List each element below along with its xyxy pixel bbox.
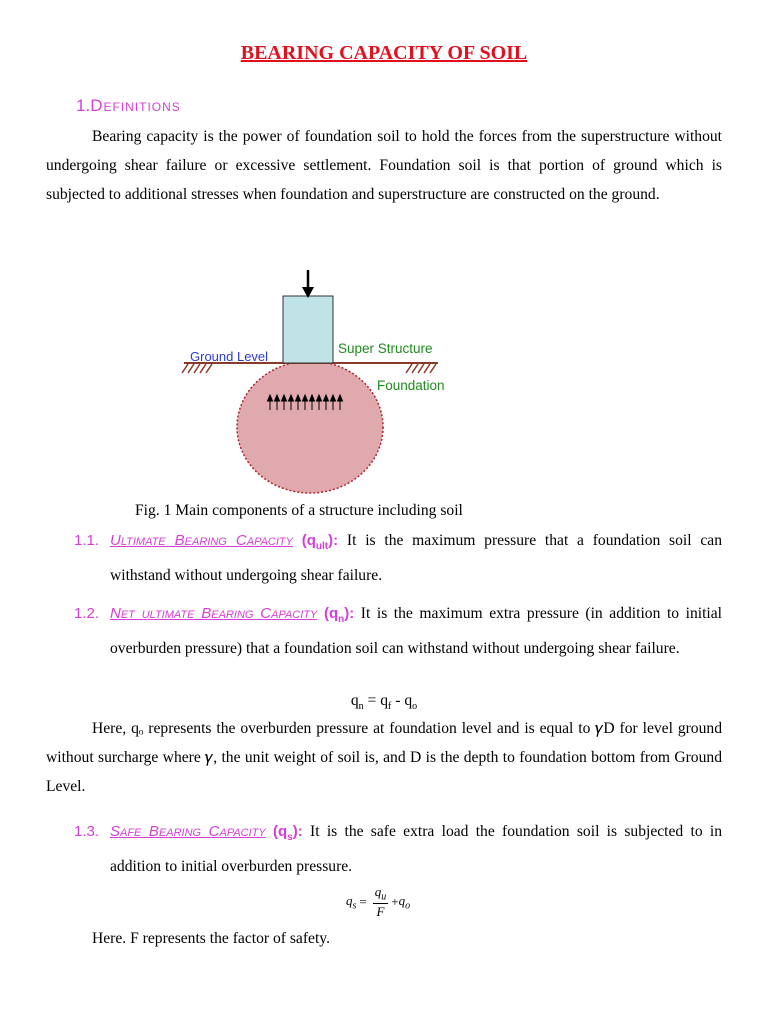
foundation-label: Foundation <box>377 378 445 393</box>
safety-factor-paragraph: Here. F represents the factor of safety. <box>92 930 330 947</box>
item-symbol: $(q_{ult})$ <box>301 532 334 552</box>
item-number: 1.2. <box>74 605 100 622</box>
section-title: Definitions <box>90 96 181 115</box>
overburden-paragraph: Here, qₒ represents the overburden pressure at foundation level and is equal to 𝛾D for level ground without surcharge where 𝛾, the unit weight of soil is, and D is the depth to foundation bottom from Ground Level. <box>46 720 722 795</box>
ground-level-label: Ground Level <box>190 349 269 364</box>
item-symbol: $(q_n)$ <box>323 605 350 625</box>
item-number: 1.3. <box>74 823 100 840</box>
item-term: Safe Bearing Capacity <box>110 823 266 840</box>
page-title: BEARING CAPACITY OF SOIL <box>240 42 528 64</box>
pressure-bulb <box>237 361 383 493</box>
net-capacity-formula: $q_n = q_f - q_o$ <box>350 692 418 713</box>
definition-item-1-2: 1.2. Net ultimate Bearing Capacity $(q_n)$: It is the maximum extra pressure (in addition to initial overburden pressure) that a foundation soil can withstand without undergoing shear failure. <box>74 599 722 663</box>
item-text: It is the maximum extra pressure (in addition to initial overburden pressure) that a foundation soil can withstand without undergoing shear failure. <box>110 605 722 657</box>
item-term: Ultimate Bearing Capacity <box>110 532 293 549</box>
load-arrow-icon <box>302 270 314 298</box>
definition-item-1-1: 1.1. Ultimate Bearing Capacity $(q_{ult})$: It is the maximum pressure that a foundation soil can withstand without undergoing shear failure. <box>74 526 722 590</box>
item-text: It is the maximum pressure that a foundation soil can withstand without undergoing shear failure. <box>110 532 722 584</box>
ground-hatch-right <box>406 364 436 373</box>
item-term: Net ultimate Bearing Capacity <box>110 605 318 622</box>
item-number: 1.1. <box>74 532 100 549</box>
figure-caption: Fig. 1 Main components of a structure including soil <box>135 502 463 519</box>
ground-hatch-left <box>182 364 212 373</box>
definition-paragraph: Bearing capacity is the power of foundation soil to hold the forces from the superstructure without undergoing shear failure or excessive settlement. Foundation soil is that portion of ground which is subjected to additional stresses when foundation and superstructure are constructed on the ground. <box>46 128 722 203</box>
section-heading <box>76 96 181 116</box>
formula-fraction: $\frac{q_u}{F}$ <box>374 884 387 919</box>
item-text: It is the safe extra load the foundation soil is subjected to in addition to initial overburden pressure. <box>110 823 723 875</box>
super-structure-label: Super Structure <box>338 341 433 356</box>
safe-capacity-formula: $q_s$ = $\frac{q_u}{F}$ + $q_o$ <box>346 884 411 919</box>
super-structure-column <box>283 296 333 363</box>
soil-structure-figure <box>160 265 490 495</box>
definition-item-1-3: 1.3. Safe Bearing Capacity $(q_s)$: It is the safe extra load the foundation soil is subjected to in addition to initial overburden pressure. <box>74 817 722 881</box>
item-symbol: $(q_s)$ <box>273 823 298 843</box>
section-number: 1. <box>76 96 91 115</box>
